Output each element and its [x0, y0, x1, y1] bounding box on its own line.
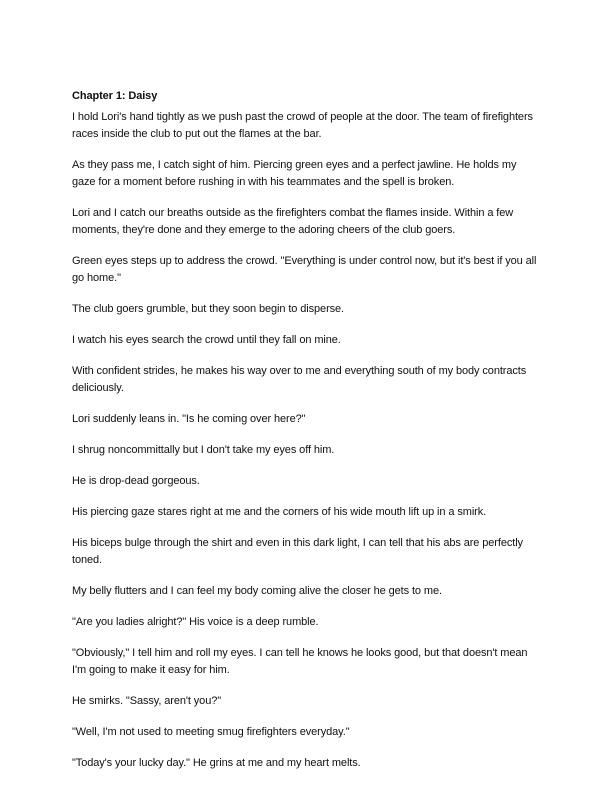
paragraph: The club goers grumble, but they soon begin to disperse.	[72, 303, 345, 315]
paragraph: I watch his eyes search the crowd until they fall on mine.	[72, 334, 341, 346]
paragraph: I hold Lori's hand tightly as we push past the crowd of people at the door. The team of firefighters races inside the club to put out the flames at the bar.	[72, 111, 533, 140]
chapter-title: Chapter 1: Daisy	[72, 90, 158, 102]
document-page	[72, 88, 542, 786]
paragraph: "Obviously," I tell him and roll my eyes. I can tell he knows he looks good, but that doesn't mean I'm going to make it easy for him.	[72, 647, 528, 676]
paragraph: As they pass me, I catch sight of him. Piercing green eyes and a perfect jawline. He holds my gaze for a moment before rushing in with his teammates and the spell is broken.	[72, 159, 517, 188]
paragraph: "Today's your lucky day." He grins at me and my heart melts.	[72, 757, 361, 769]
paragraph: My belly flutters and I can feel my body coming alive the closer he gets to me.	[72, 585, 442, 597]
paragraph: "Well, I'm not used to meeting smug firefighters everyday."	[72, 726, 350, 738]
paragraph: His biceps bulge through the shirt and even in this dark light, I can tell that his abs are perfectly toned.	[72, 537, 523, 566]
paragraph: He smirks. "Sassy, aren't you?"	[72, 695, 222, 707]
paragraph: His piercing gaze stares right at me and the corners of his wide mouth lift up in a smirk.	[72, 506, 487, 518]
paragraph: He is drop-dead gorgeous.	[72, 475, 200, 487]
paragraph: I shrug noncommittally but I don't take my eyes off him.	[72, 444, 335, 456]
paragraph: Lori and I catch our breaths outside as the firefighters combat the flames inside. Within a few moments, they're done and they emerge to the adoring cheers of the club goers.	[72, 207, 514, 236]
paragraph: Lori suddenly leans in. "Is he coming over here?"	[72, 413, 306, 425]
paragraph: With confident strides, he makes his way over to me and everything south of my body contracts deliciously.	[72, 365, 527, 394]
paragraph: Green eyes steps up to address the crowd. "Everything is under control now, but it's best if you all go home."	[72, 255, 537, 284]
paragraph: "Are you ladies alright?" His voice is a deep rumble.	[72, 616, 319, 628]
